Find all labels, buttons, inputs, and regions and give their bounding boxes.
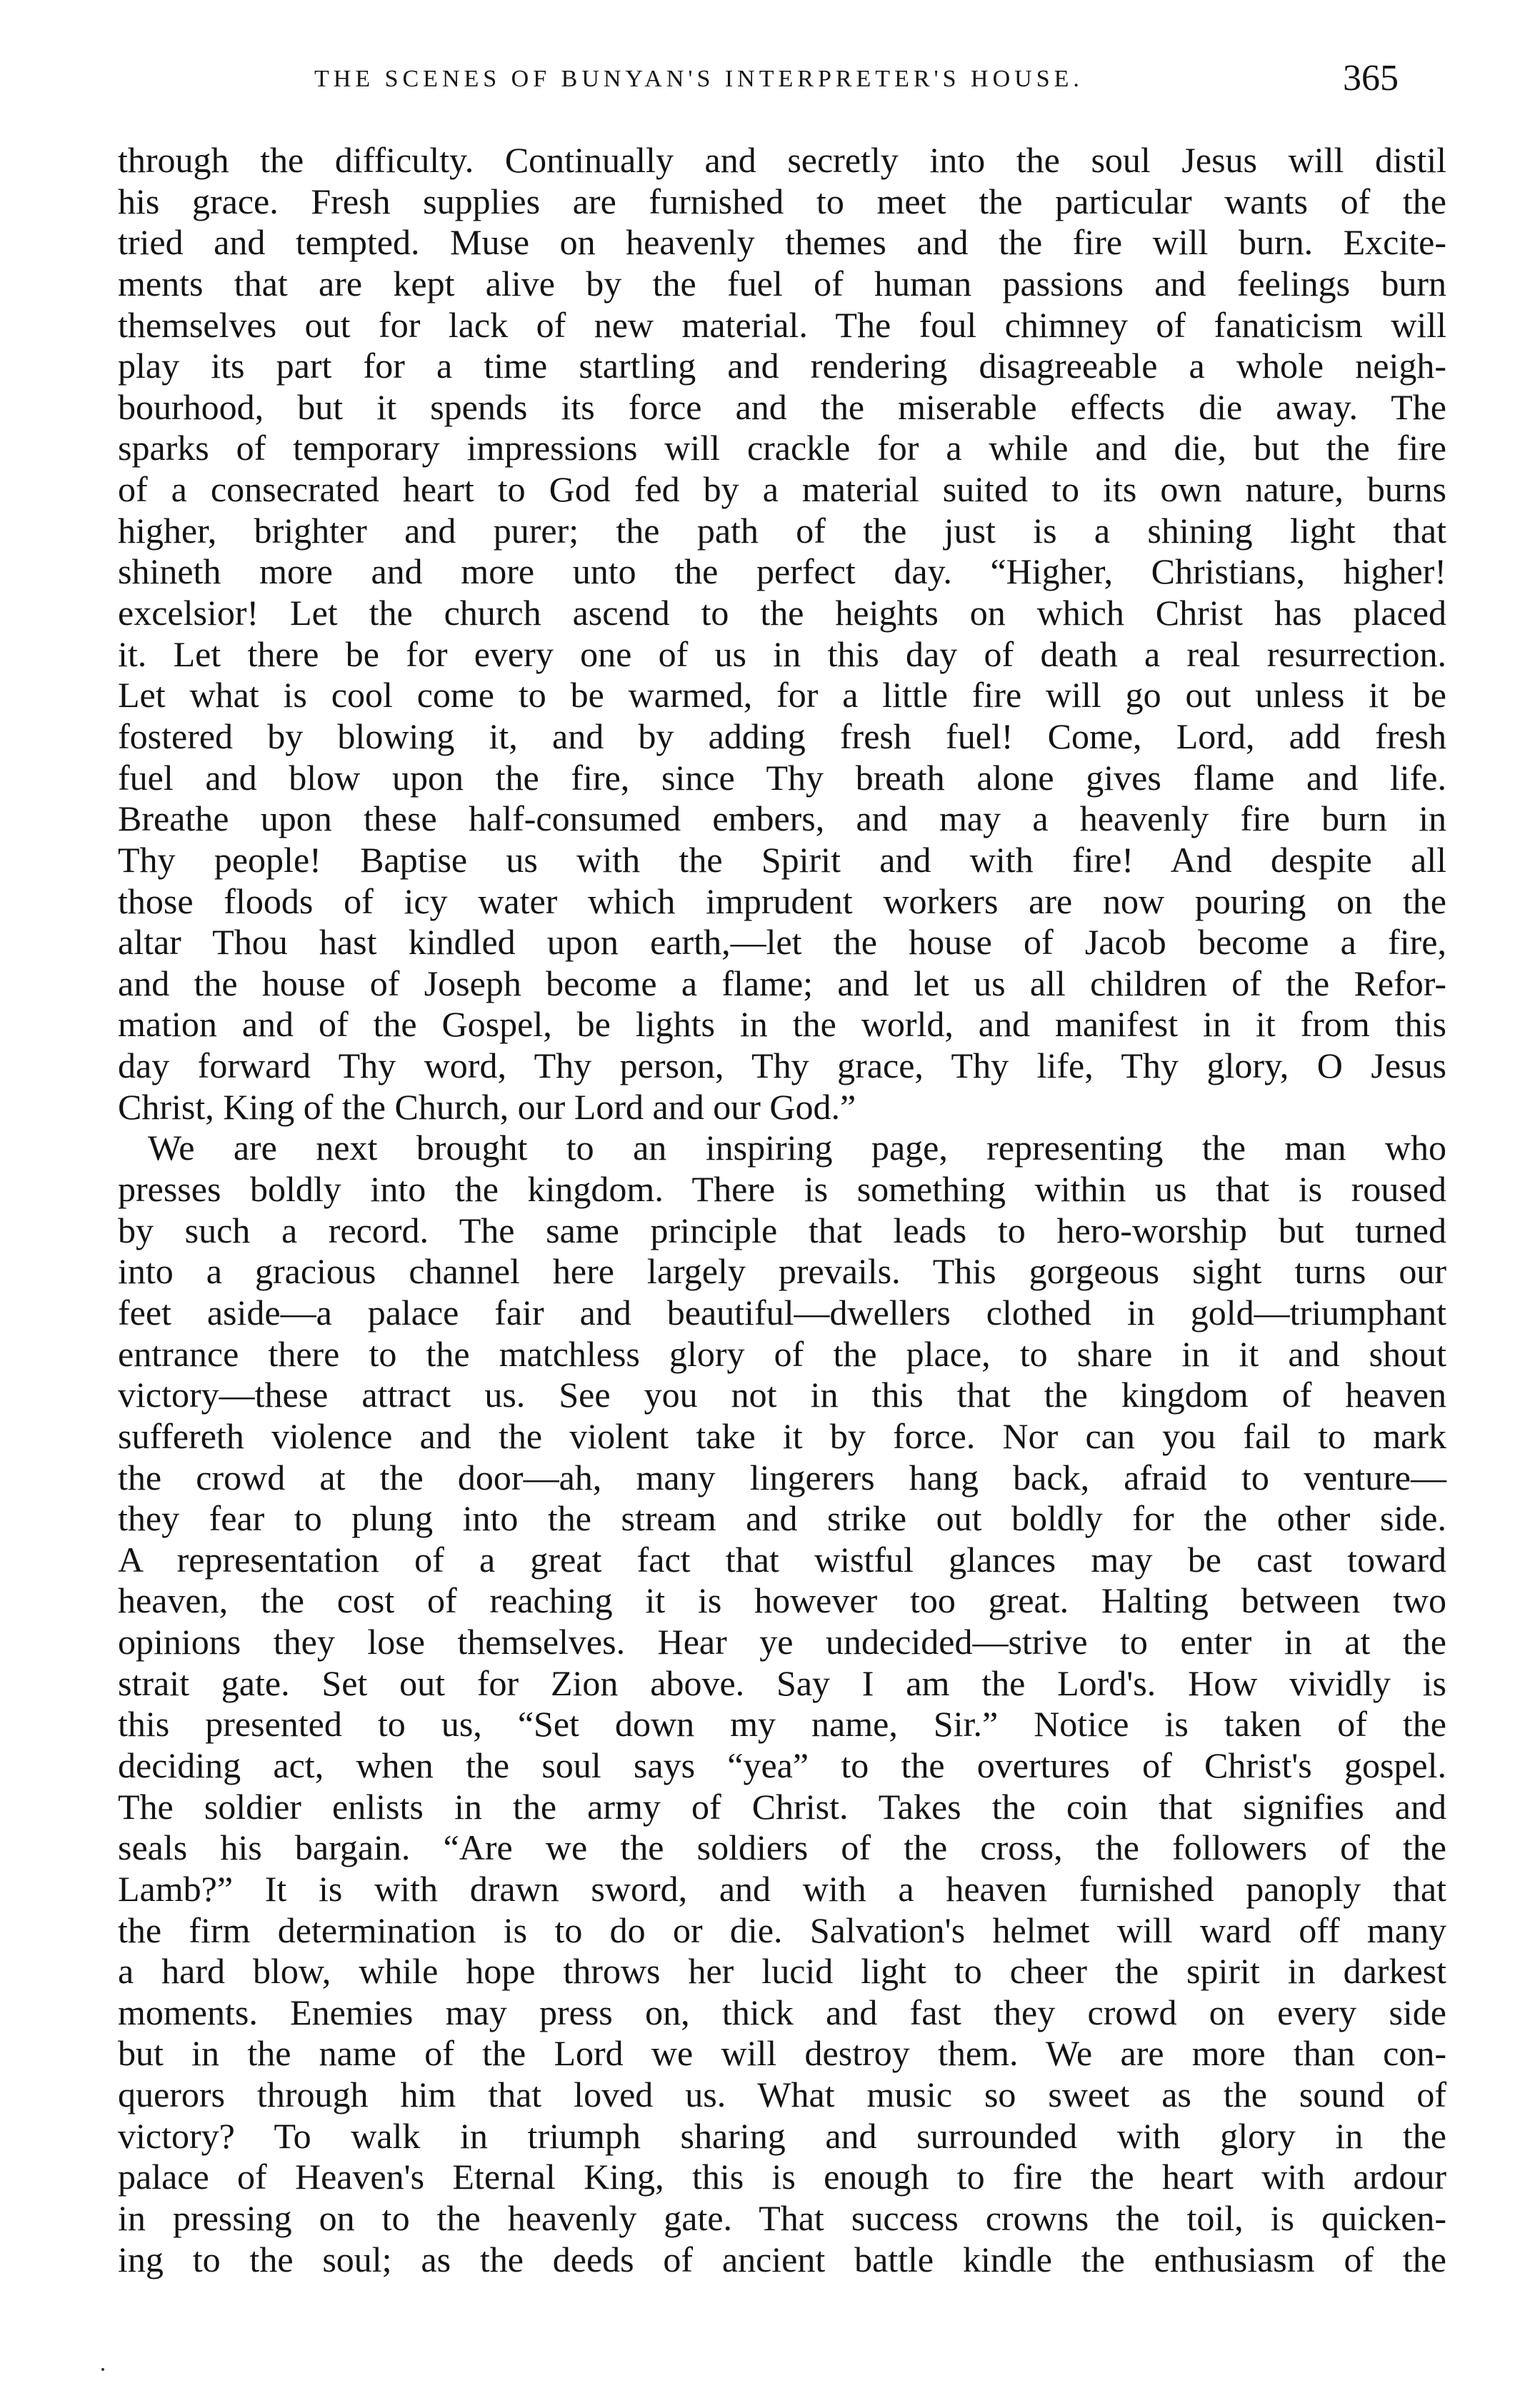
text-line: play its part for a time startling and rendering disagreeable a whole neigh- [118, 346, 1446, 386]
text-line: through the difficulty. Continually and secretly into the soul Jesus will distil [118, 140, 1446, 180]
text-line: opinions they lose themselves. Hear ye undecided—strive to enter in at the [118, 1622, 1446, 1662]
text-line: fuel and blow upon the fire, since Thy breath alone gives flame and life. [118, 757, 1446, 798]
text-line: Lamb?” It is with drawn sword, and with a heaven furnished panoply that [118, 1868, 1446, 1909]
text-line: it. Let there be for every one of us in this day of death a real resurrection. [118, 633, 1446, 674]
text-line: the firm determination is to do or die. Salvation's helmet will ward off many [118, 1910, 1446, 1950]
text-line: strait gate. Set out for Zion above. Say I am the Lord's. How vividly is [118, 1662, 1446, 1703]
page-number: 365 [1343, 58, 1399, 99]
text-line: moments. Enemies may press on, thick and fast they crowd on every side [118, 1992, 1446, 2032]
text-line: into a gracious channel here largely prevails. This gorgeous sight turns our [118, 1251, 1446, 1292]
text-line: suffereth violence and the violent take it by force. Nor can you fail to mark [118, 1415, 1446, 1456]
text-line: by such a record. The same principle that leads to hero-worship but turned [118, 1210, 1446, 1250]
text-line: victory? To walk in triumph sharing and surrounded with glory in the [118, 2115, 1446, 2156]
running-header [0, 58, 1540, 116]
text-line: the crowd at the door—ah, many lingerers hang back, afraid to venture— [118, 1457, 1446, 1498]
text-line: bourhood, but it spends its force and the miserable effects die away. The [118, 386, 1446, 427]
text-line: day forward Thy word, Thy person, Thy grace, Thy life, Thy glory, O Jesus [118, 1045, 1446, 1086]
text-line: deciding act, when the soul says “yea” to the overtures of Christ's gospel. [118, 1745, 1446, 1785]
text-line: sparks of temporary impressions will crackle for a while and die, but the fire [118, 428, 1446, 468]
text-line: Let what is cool come to be warmed, for a little fire will go out unless it be [118, 675, 1446, 716]
text-line: presses boldly into the kingdom. There is something within us that is roused [118, 1169, 1446, 1210]
running-title: THE SCENES OF BUNYAN'S INTERPRETER'S HOUSE. [314, 66, 1084, 92]
paragraph-2 [118, 1128, 1446, 2280]
text-line: altar Thou hast kindled upon earth,—let the house of Jacob become a fire, [118, 922, 1446, 963]
text-line: victory—these attract us. See you not in this that the kingdom of heaven [118, 1375, 1446, 1415]
text-line: this presented to us, “Set down my name, Sir.” Notice is taken of the [118, 1704, 1446, 1745]
text-line: themselves out for lack of new material. The foul chimney of fanaticism will [118, 304, 1446, 345]
text-line: feet aside—a palace fair and beautiful—dwellers clothed in gold—triumphant [118, 1292, 1446, 1333]
text-line: and the house of Joseph become a flame; and let us all children of the Refor- [118, 963, 1446, 1003]
text-line: heaven, the cost of reaching it is however too great. Halting between two [118, 1580, 1446, 1621]
text-line: fostered by blowing it, and by adding fresh fuel! Come, Lord, add fresh [118, 716, 1446, 756]
text-line: his grace. Fresh supplies are furnished to meet the particular wants of the [118, 181, 1446, 221]
text-line: mation and of the Gospel, be lights in the world, and manifest in it from this [118, 1004, 1446, 1045]
text-line: seals his bargain. “Are we the soldiers of the cross, the followers of the [118, 1827, 1446, 1868]
text-line: querors through him that loved us. What music so sweet as the sound of [118, 2075, 1446, 2115]
text-line: The soldier enlists in the army of Christ. Takes the coin that signifies and [118, 1786, 1446, 1827]
text-line: entrance there to the matchless glory of the place, to share in it and shout [118, 1333, 1446, 1374]
text-line: A representation of a great fact that wistful glances may be cast toward [118, 1539, 1446, 1580]
text-line: those floods of icy water which imprudent workers are now pouring on the [118, 881, 1446, 921]
text-line: ments that are kept alive by the fuel of human passions and feelings burn [118, 263, 1446, 303]
text-line: but in the name of the Lord we will destroy them. We are more than con- [118, 2033, 1446, 2074]
text-line: of a consecrated heart to God fed by a material suited to its own nature, burns [118, 469, 1446, 510]
text-line: shineth more and more unto the perfect day. “Higher, Christians, higher! [118, 551, 1446, 592]
text-line: tried and tempted. Muse on heavenly themes and the fire will burn. Excite- [118, 222, 1446, 263]
text-line: they fear to plung into the stream and strike out boldly for the other side. [118, 1498, 1446, 1539]
text-line: Thy people! Baptise us with the Spirit and with fire! And despite all [118, 839, 1446, 880]
text-line: higher, brighter and purer; the path of the just is a shining light that [118, 510, 1446, 551]
text-line: a hard blow, while hope throws her lucid light to cheer the spirit in darkest [118, 1951, 1446, 1992]
paragraph-1 [118, 140, 1446, 1128]
print-speck [101, 2368, 104, 2371]
text-line: in pressing on to the heavenly gate. That success crowns the toil, is quicken- [118, 2198, 1446, 2239]
text-line: Christ, King of the Church, our Lord and our God.” [118, 1086, 856, 1127]
text-line: Breathe upon these half-consumed embers, and may a heavenly fire burn in [118, 798, 1446, 839]
text-line: excelsior! Let the church ascend to the heights on which Christ has placed [118, 593, 1446, 633]
body-text [118, 140, 1446, 2280]
text-line: palace of Heaven's Eternal King, this is enough to fire the heart with ardour [118, 2157, 1446, 2197]
text-line: ing to the soul; as the deeds of ancient battle kindle the enthusiasm of the [118, 2239, 1446, 2279]
text-line: We are next brought to an inspiring page, representing the man who [148, 1128, 1446, 1168]
